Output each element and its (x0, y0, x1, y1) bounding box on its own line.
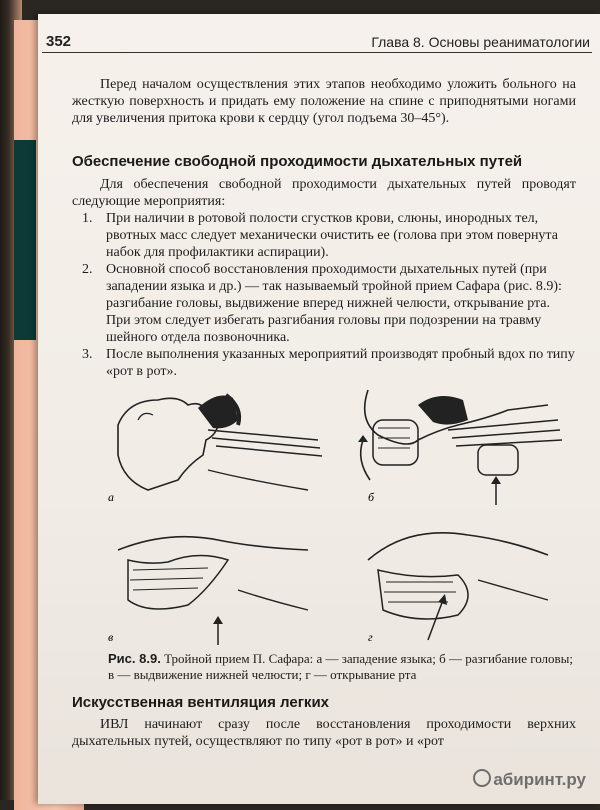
figure-caption (108, 651, 578, 683)
figure-panel-a (108, 380, 328, 505)
panel-label-d: г (368, 630, 373, 644)
figure-panel-d (348, 520, 568, 645)
jaw-thrust-illustration-c (108, 520, 328, 645)
head-tilt-illustration-a (108, 380, 328, 505)
chapter-title: Глава 8. Основы реаниматологии (371, 34, 590, 50)
caption-label: Рис. 8.9. (108, 651, 161, 666)
panel-label-a: а (108, 490, 114, 504)
intro-paragraph: Перед началом осуществления этих этапов необходимо уложить больного на жесткую поверхность и придать ему положение на спине с приподнятыми ногами для увеличения притока крови к сердцу (угол подъема 30–45°). (72, 77, 576, 126)
figure-panel-b (348, 380, 568, 505)
section-heading-airway: Обеспечение свободной проходимости дыхательных путей (72, 153, 523, 170)
running-header (42, 30, 592, 53)
list-item: 1. При наличии в ротовой полости сгустков крови, слюны, инородных тел, рвотных масс следует механически очистить ее (голова при этом повернута набок для профилактики аспирации). (82, 211, 558, 260)
figure-panel-c (108, 520, 328, 645)
list-item: 3. После выполнения указанных мероприятий производят пробный вдох по типу «рот в рот». (82, 347, 575, 379)
site-watermark: абиринт.ру (473, 769, 586, 790)
measures-list (72, 210, 576, 380)
panel-label-c: в (108, 630, 114, 644)
page-number: 352 (46, 33, 72, 50)
section-heading-ventilation: Искусственная вентиляция легких (72, 694, 330, 711)
caption-text: Тройной прием П. Сафара: а — западение языка; б — разгибание головы; в — выдвижение нижней челюсти; г — открывание рта (108, 651, 574, 682)
watermark-logo-icon (473, 769, 491, 787)
panel-label-b: б (368, 490, 375, 504)
mouth-opening-illustration-d (348, 520, 568, 645)
head-extension-illustration-b (348, 380, 568, 505)
ventilation-paragraph: ИВЛ начинают сразу после восстановления проходимости верхних дыхательных путей, осуществляют по типу «рот в рот» и «рот (72, 717, 576, 749)
section-lead: Для обеспечения свободной проходимости дыхательных путей проводят следующие мероприятия: (72, 177, 576, 209)
figure-8-9 (108, 380, 578, 650)
list-item: 2. Основной способ восстановления проходимости дыхательных путей (при западении языка и др.) — так называемый тройной прием Сафара (рис. 8.9): разгибание головы, выдвижение вперед нижней челюсти, открывание рта. При этом следует избегать разгибания головы при подозрении на травму шейного отдела позвоночника. (82, 262, 562, 345)
